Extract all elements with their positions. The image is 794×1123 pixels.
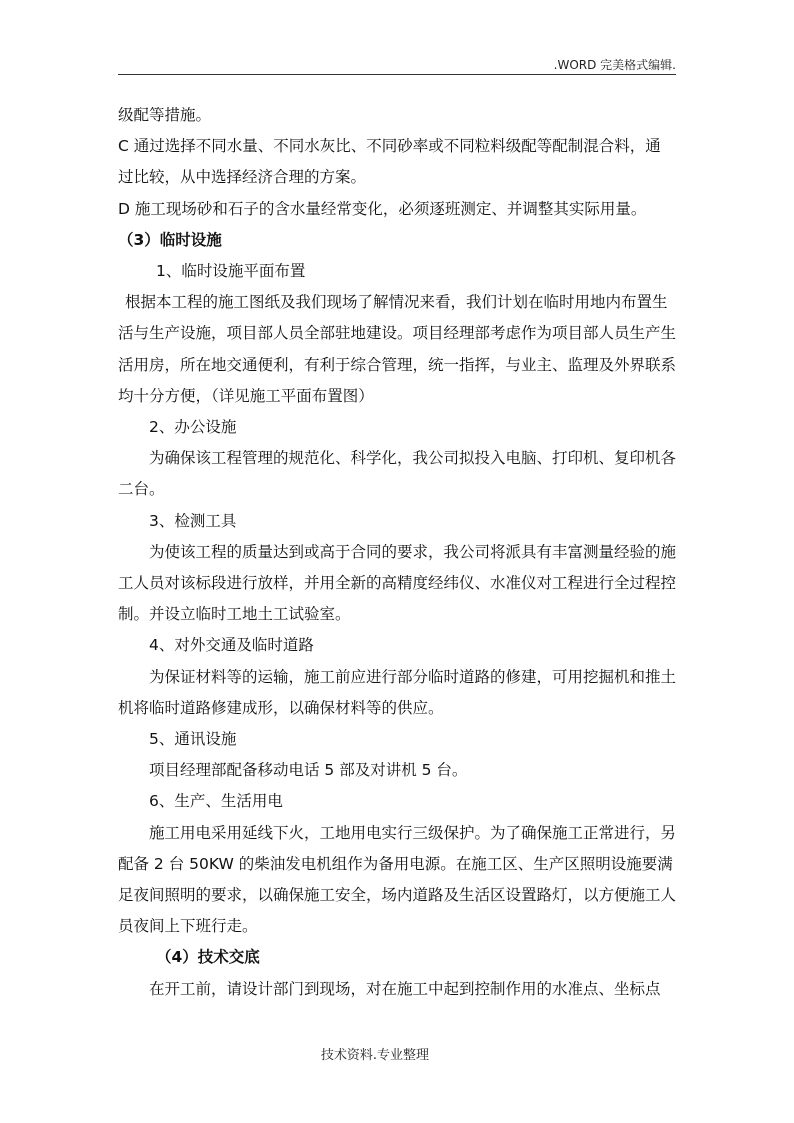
subsection-heading: 3、检测工具 [149,511,237,530]
paragraph: 在开工前，请设计部门到现场，对在施工中起到控制作用的水准点、坐标点 [149,979,661,998]
section-heading: （3）临时设施 [118,230,222,249]
subsection-heading: 2、办公设施 [149,418,237,437]
paragraph: 为确保该工程管理的规范化、科学化，我公司拟投入电脑、打印机、复印机各二台。 [118,449,677,499]
section-heading: （4）技术交底 [156,948,260,967]
document-body [118,100,676,1005]
paragraph: D 施工现场砂和石子的含水量经常变化，必须逐班测定、并调整其实际用量。 [118,199,647,218]
paragraph: 为使该工程的质量达到或高于合同的要求，我公司将派具有丰富测量经验的施工人员对该标段进行放样，并用全新的高精度经纬仪、水准仪对工程进行全过程控制。并设立临时工地土工试验室。 [118,542,677,624]
subsection-heading: 1、临时设施平面布置 [156,262,306,281]
paragraph: 级配等措施。 [118,106,212,124]
paragraph: 为保证材料等的运输，施工前应进行部分临时道路的修建，可用挖掘机和推土机将临时道路修建成形，以确保材料等的供应。 [118,667,677,717]
subsection-heading: 4、对外交通及临时道路 [149,636,314,655]
paragraph: 施工用电采用延线下火，工地用电实行三级保护。为了确保施工正常进行，另配备 2 台 50KW 的柴油发电机组作为备用电源。在施工区、生产区照明设施要满足夜间照明的要求，以确保施工安全，场内道路及生活区设置路灯，以方便施工人员夜间上下班行走。 [118,823,677,936]
subsection-heading: 5、通讯设施 [149,730,237,749]
page-footer: 技术资料.专业整理 [320,1048,430,1063]
subsection-heading: 6、生产、生活用电 [149,792,283,811]
paragraph: 根据本工程的施工图纸及我们现场了解情况来看，我们计划在临时用地内布置生活与生产设施，项目部人员全部驻地建设。项目经理部考虑作为项目部人员生产生活用房，所在地交通便利，有利于综合管理，统一指挥，与业主、监理及外界联系均十分方便，（详见施工平面布置图） [118,293,677,405]
page-header: .WORD 完美格式编辑. [553,58,676,72]
paragraph: C 通过选择不同水量、不同水灰比、不同砂率或不同粒料级配等配制混合料，通过比较，从中选择经济合理的方案。 [118,137,661,187]
paragraph: 项目经理部配备移动电话 5 部及对讲机 5 台。 [149,761,468,780]
header-rule [118,74,676,75]
